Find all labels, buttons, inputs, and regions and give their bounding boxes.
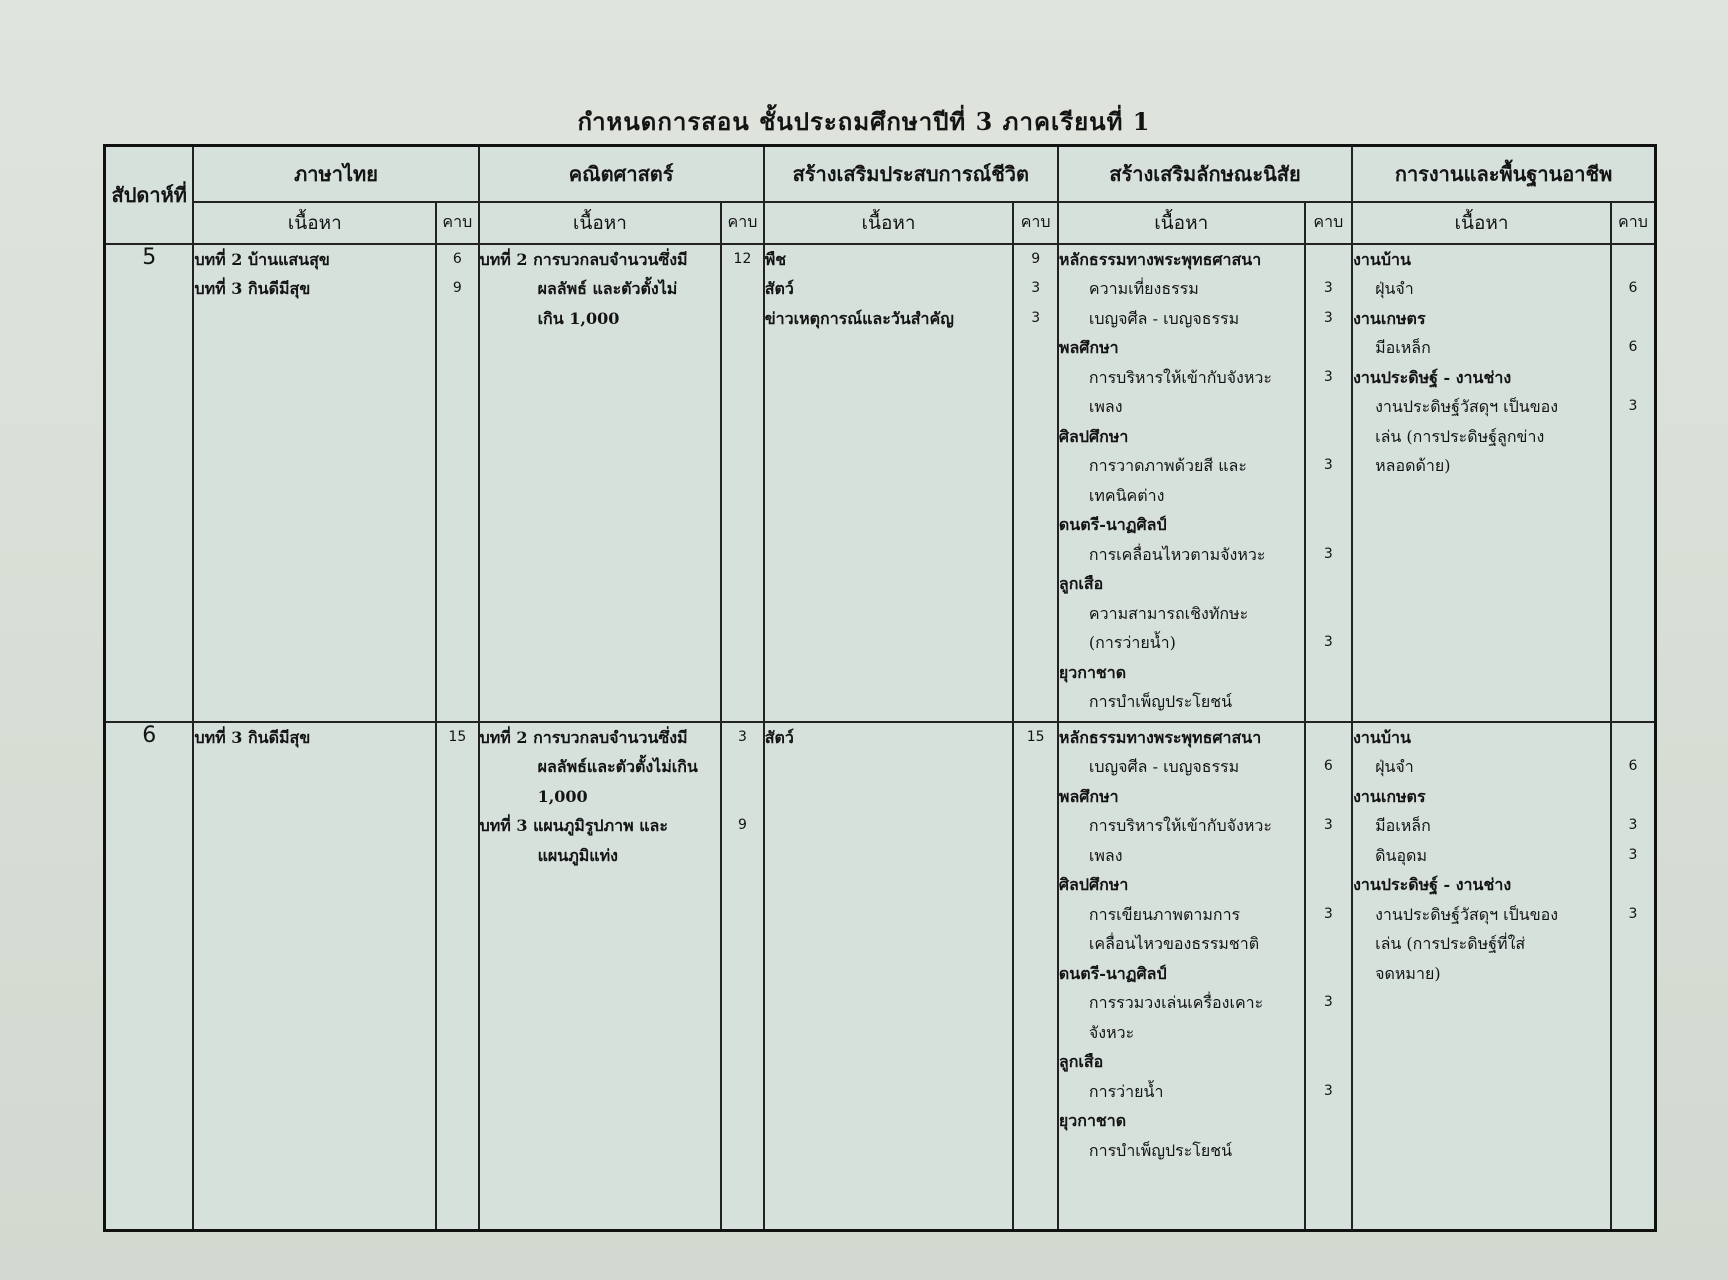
hours-value: 3 [1628,905,1638,922]
character-content [1058,722,1305,1231]
content-line: การบำเพ็ญประโยชน์ [1088,692,1233,711]
hours-value [1612,723,1654,753]
hours-value [1306,841,1352,871]
hours-header: คาบ [1611,202,1656,244]
hours-value [1612,304,1654,334]
life-hours [1013,244,1057,722]
content-line: งานประดิษฐ์วัสดุฯ เป็นของ [1375,397,1559,416]
content-line: ศิลปศึกษา [1058,426,1129,446]
content-line: การว่ายน้ำ [1088,1081,1164,1101]
hours-header: คาบ [721,202,763,244]
hours-value [722,782,762,812]
hours-value [1306,392,1352,422]
subject-header-career: การงานและพื้นฐานอาชีพ [1352,146,1655,202]
content-header: เนื้อหา [764,202,1014,244]
life-content [764,244,1014,722]
content-header: เนื้อหา [1058,202,1305,244]
character-hours [1305,244,1353,722]
hours-header: คาบ [1013,202,1057,244]
thai-hours [436,244,478,722]
content-line: เทคนิคต่าง [1088,485,1165,505]
content-line: ผลลัพธ์และตัวตั้งไม่เกิน [537,757,698,776]
content-line: งานประดิษฐ์วัสดุฯ เป็นของ [1375,904,1559,924]
content-line: การบริหารให้เข้ากับจังหวะ [1088,367,1272,387]
math-hours [721,244,763,722]
thai-content [193,244,436,722]
hours-value: 6 [1628,280,1638,296]
hours-value [1612,422,1654,452]
hours-value [1306,687,1352,717]
content-line: ลูกเสือ [1058,1052,1104,1071]
hours-value [1306,245,1352,275]
hours-value [1306,658,1352,688]
hours-value [1612,451,1654,481]
hours-value [1612,782,1654,812]
content-header: เนื้อหา [193,202,436,244]
content-line: บทที่ 3 กินดีมีสุข [194,279,311,298]
schedule-table [103,144,1657,1232]
content-line: พลศึกษา [1058,338,1119,357]
hours-value [722,841,762,871]
week-number: 5 [105,244,194,722]
content-line: เบญจศีล - เบญจธรรม [1088,757,1240,776]
content-line: การรวมวงเล่นเครื่องเคาะ [1088,993,1264,1012]
content-line: จดหมาย) [1375,963,1441,983]
hours-value: 9 [737,817,747,833]
content-line: งานบ้าน [1353,249,1411,269]
hours-value [1612,959,1654,989]
subject-header-thai: ภาษาไทย [193,146,478,202]
career-hours [1611,722,1656,1231]
content-line: แผนภูมิแท่ง [537,845,618,865]
content-line: เล่น (การประดิษฐ์ที่ใส่ [1375,934,1526,953]
content-line: เล่น (การประดิษฐ์ลูกข่าง [1375,426,1545,446]
content-line: มีอเหล็ก [1375,338,1431,357]
content-line: สัตว์ [764,727,794,747]
hours-value: 3 [1323,280,1333,296]
math-content [479,722,722,1231]
content-line: ฝุ่นจำ [1375,757,1414,776]
content-header: เนื้อหา [479,202,722,244]
content-line: งานประดิษฐ์ - งานช่าง [1353,367,1512,387]
hours-value [1306,782,1352,812]
content-line: ดนตรี-นาฏศิลป์ [1058,515,1167,534]
content-line: ดนตรี-นาฏศิลป์ [1058,963,1167,983]
subject-header-character: สร้างเสริมลักษณะนิสัย [1058,146,1352,202]
content-line: 1,000 [537,786,588,806]
hours-value: 3 [1628,817,1638,833]
career-hours [1611,244,1656,722]
hours-value: 3 [1323,545,1333,562]
content-line: เพลง [1088,397,1123,416]
content-line: พลศึกษา [1058,786,1119,806]
content-line: เบญจศีล - เบญจธรรม [1088,308,1240,328]
content-line: งานเกษตร [1353,308,1426,328]
hours-value [1612,245,1654,275]
hours-value: 3 [737,728,747,745]
hours-value [1306,723,1352,753]
hours-value [1306,422,1352,452]
hours-header: คาบ [436,202,478,244]
math-content [479,244,722,722]
content-line: ความสามารถเชิงทักษะ [1088,603,1249,623]
content-line: บทที่ 2 การบวกลบจำนวนซึ่งมี [479,727,688,747]
week-number: 6 [105,722,194,1231]
content-line: ดินอุดม [1375,845,1427,865]
hours-value: 3 [1323,309,1333,326]
hours-value [1306,1136,1352,1166]
content-line: หลอดด้าย) [1375,456,1451,475]
content-line: หลักธรรมทางพระพุทธศาสนา [1058,249,1262,269]
content-header: เนื้อหา [1352,202,1611,244]
content-line: บทที่ 3 แผนภูมิรูปภาพ และ [479,816,668,835]
hours-value: 3 [1323,817,1333,833]
hours-value: 6 [1628,339,1638,355]
week-header: สัปดาห์ที่ [105,146,194,244]
hours-value [1306,481,1352,511]
content-line: ยุวกาชาด [1058,1111,1127,1130]
hours-header: คาบ [1305,202,1353,244]
hours-value [1306,599,1352,629]
content-line: ฝุ่นจำ [1375,279,1414,298]
content-line: ผลลัพธ์ และตัวตั้งไม่ [537,279,678,298]
hours-value [1306,333,1352,363]
life-content [764,722,1014,1231]
hours-value [1306,929,1352,959]
content-line: เคลื่อนไหวของธรรมชาติ [1088,934,1260,953]
content-line: การบริหารให้เข้ากับจังหวะ [1088,816,1272,835]
hours-value: 3 [1628,846,1638,863]
hours-value [1306,510,1352,540]
hours-value [1612,870,1654,900]
content-line: งานบ้าน [1353,727,1411,747]
hours-value: 6 [1323,758,1333,774]
hours-value: 9 [452,280,462,296]
hours-value [1612,929,1654,959]
content-line: ข่าวเหตุการณ์และวันสำคัญ [764,308,954,328]
content-line: หลักธรรมทางพระพุทธศาสนา [1058,727,1262,747]
hours-value [1306,959,1352,989]
hours-value: 3 [1031,280,1041,296]
content-line: (การว่ายน้ำ) [1088,633,1176,652]
thai-content [193,722,436,1231]
hours-value: 3 [1323,905,1333,922]
content-line: การวาดภาพด้วยสี และ [1088,456,1247,475]
hours-value: 3 [1031,309,1041,326]
hours-value: 3 [1323,994,1333,1010]
hours-value: 15 [448,728,467,745]
hours-value: 3 [1323,1082,1333,1099]
content-line: จังหวะ [1088,1022,1135,1042]
hours-value [722,752,762,782]
content-line: บทที่ 2 บ้านแสนสุข [194,249,330,269]
subject-header-life: สร้างเสริมประสบการณ์ชีวิต [764,146,1058,202]
content-line: เกิน 1,000 [537,308,620,328]
hours-value: 6 [1628,758,1638,774]
subject-header-math: คณิตศาสตร์ [479,146,764,202]
content-line: ความเที่ยงธรรม [1088,279,1199,298]
hours-value: 9 [1031,250,1041,267]
hours-value: 15 [1026,728,1045,745]
hours-value: 3 [1323,368,1333,385]
content-line: ลูกเสือ [1058,574,1104,593]
hours-value [1306,569,1352,599]
character-hours [1305,722,1353,1231]
hours-value: 3 [1323,634,1333,650]
page-title: กำหนดการสอน ชั้นประถมศึกษาปีที่ 3 ภาคเรียนที่ 1 [577,107,1151,136]
hours-value [722,304,762,334]
thai-hours [436,722,478,1231]
content-line: การบำเพ็ญประโยชน์ [1088,1140,1233,1160]
hours-value: 12 [733,250,752,267]
hours-value [1612,363,1654,393]
content-line: บทที่ 3 กินดีมีสุข [194,727,311,747]
hours-value [1306,1106,1352,1136]
content-line: มีอเหล็ก [1375,816,1431,835]
content-line: ศิลปศึกษา [1058,875,1129,894]
life-hours [1013,722,1057,1231]
hours-value: 3 [1628,398,1638,414]
content-line: บทที่ 2 การบวกลบจำนวนซึ่งมี [479,249,688,269]
character-content [1058,244,1305,722]
hours-value: 3 [1323,457,1333,473]
content-line: ยุวกาชาด [1058,662,1127,682]
content-line: งานเกษตร [1353,786,1426,806]
hours-value [1306,870,1352,900]
math-hours [721,722,763,1231]
career-content [1352,722,1611,1231]
content-line: สัตว์ [764,279,794,298]
content-line: การเขียนภาพตามการ [1088,904,1241,924]
content-line: เพลง [1088,845,1123,865]
career-content [1352,244,1611,722]
hours-value [1306,1047,1352,1077]
hours-value [1306,1018,1352,1048]
content-line: งานประดิษฐ์ - งานช่าง [1353,875,1512,894]
content-line: พืช [764,249,787,269]
hours-value: 6 [452,250,462,267]
hours-value [722,274,762,304]
content-line: การเคลื่อนไหวตามจังหวะ [1088,544,1266,564]
